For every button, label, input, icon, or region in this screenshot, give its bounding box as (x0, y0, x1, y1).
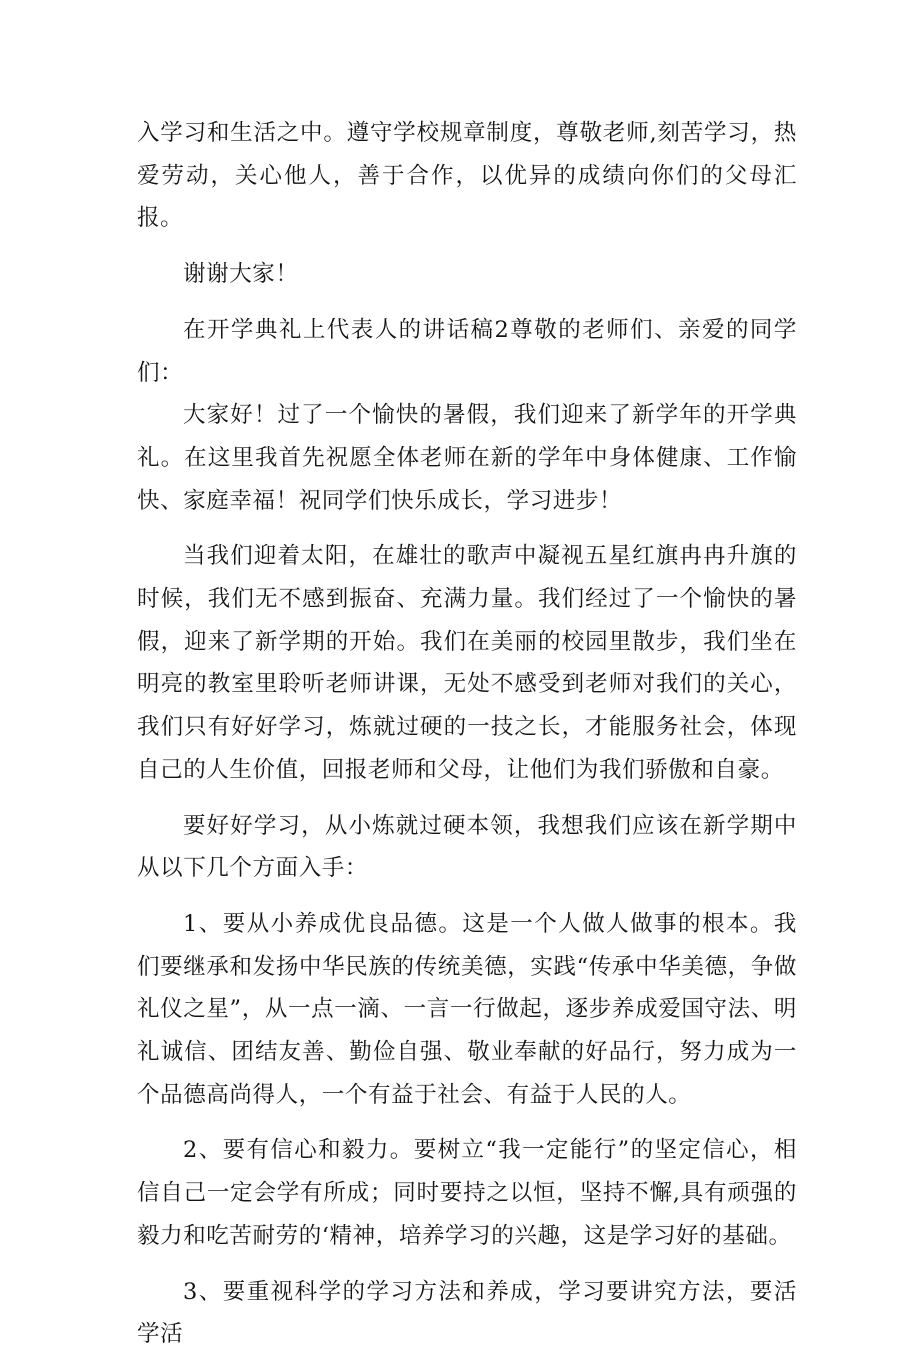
paragraph-greeting: 大家好！过了一个愉快的暑假，我们迎来了新学年的开学典礼。在这里我首先祝愿全体老师在新的学年中身体健康、工作愉快、家庭幸福！祝同学们快乐成长，学习进步！ (137, 402, 797, 514)
paragraph-thanks: 谢谢大家！ (183, 261, 299, 288)
paragraph-flag-raising: 当我们迎着太阳，在雄壮的歌声中凝视五星红旗冉冉升旗的时候，我们无不感到振奋、充满力量。我们经过了一个愉快的暑假，迎来了新学期的开始。我们在美丽的校园里散步，我们坐在明亮的教室里聆听老师讲课，无处不感受到老师对我们的关心，我们只有好好学习，炼就过硬的一技之长，才能服务社会，体现自己的人生价值，回报老师和父母，让他们为我们骄傲和自豪。 (137, 543, 797, 783)
paragraph-speech-heading: 在开学典礼上代表人的讲话稿2尊敬的老师们、亲爱的同学们： (137, 316, 797, 386)
paragraph-point-3: 3、要重视科学的学习方法和养成，学习要讲究方法，要活学活 (137, 1278, 797, 1348)
paragraph-point-1: 1、要从小养成优良品德。这是一个人做人做事的根本。我们要继承和发扬中华民族的传统美德，实践“传承中华美德，争做礼仪之星”，从一点一滴、一言一行做起，逐步养成爱国守法、明礼诚信、团结友善、勤俭自强、敬业奉献的好品行，努力成为一个品德高尚得人，一个有益于社会、有益于人民的人。 (137, 910, 797, 1108)
paragraph-point-2: 2、要有信心和毅力。要树立“我一定能行”的坚定信心，相信自己一定会学有所成；同时要持之以恒，坚持不懈,具有顽强的毅力和吃苦耐劳的‘精神，培养学习的兴趣，这是学习好的基础。 (137, 1137, 797, 1249)
paragraph-continuation: 入学习和生活之中。遵守学校规章制度，尊敬老师,刻苦学习，热爱劳动，关心他人，善于合作，以优异的成绩向你们的父母汇报。 (137, 120, 797, 232)
document-page (137, 112, 797, 1356)
paragraph-study-intro: 要好好学习，从小炼就过硬本领，我想我们应该在新学期中从以下几个方面入手： (137, 812, 797, 882)
